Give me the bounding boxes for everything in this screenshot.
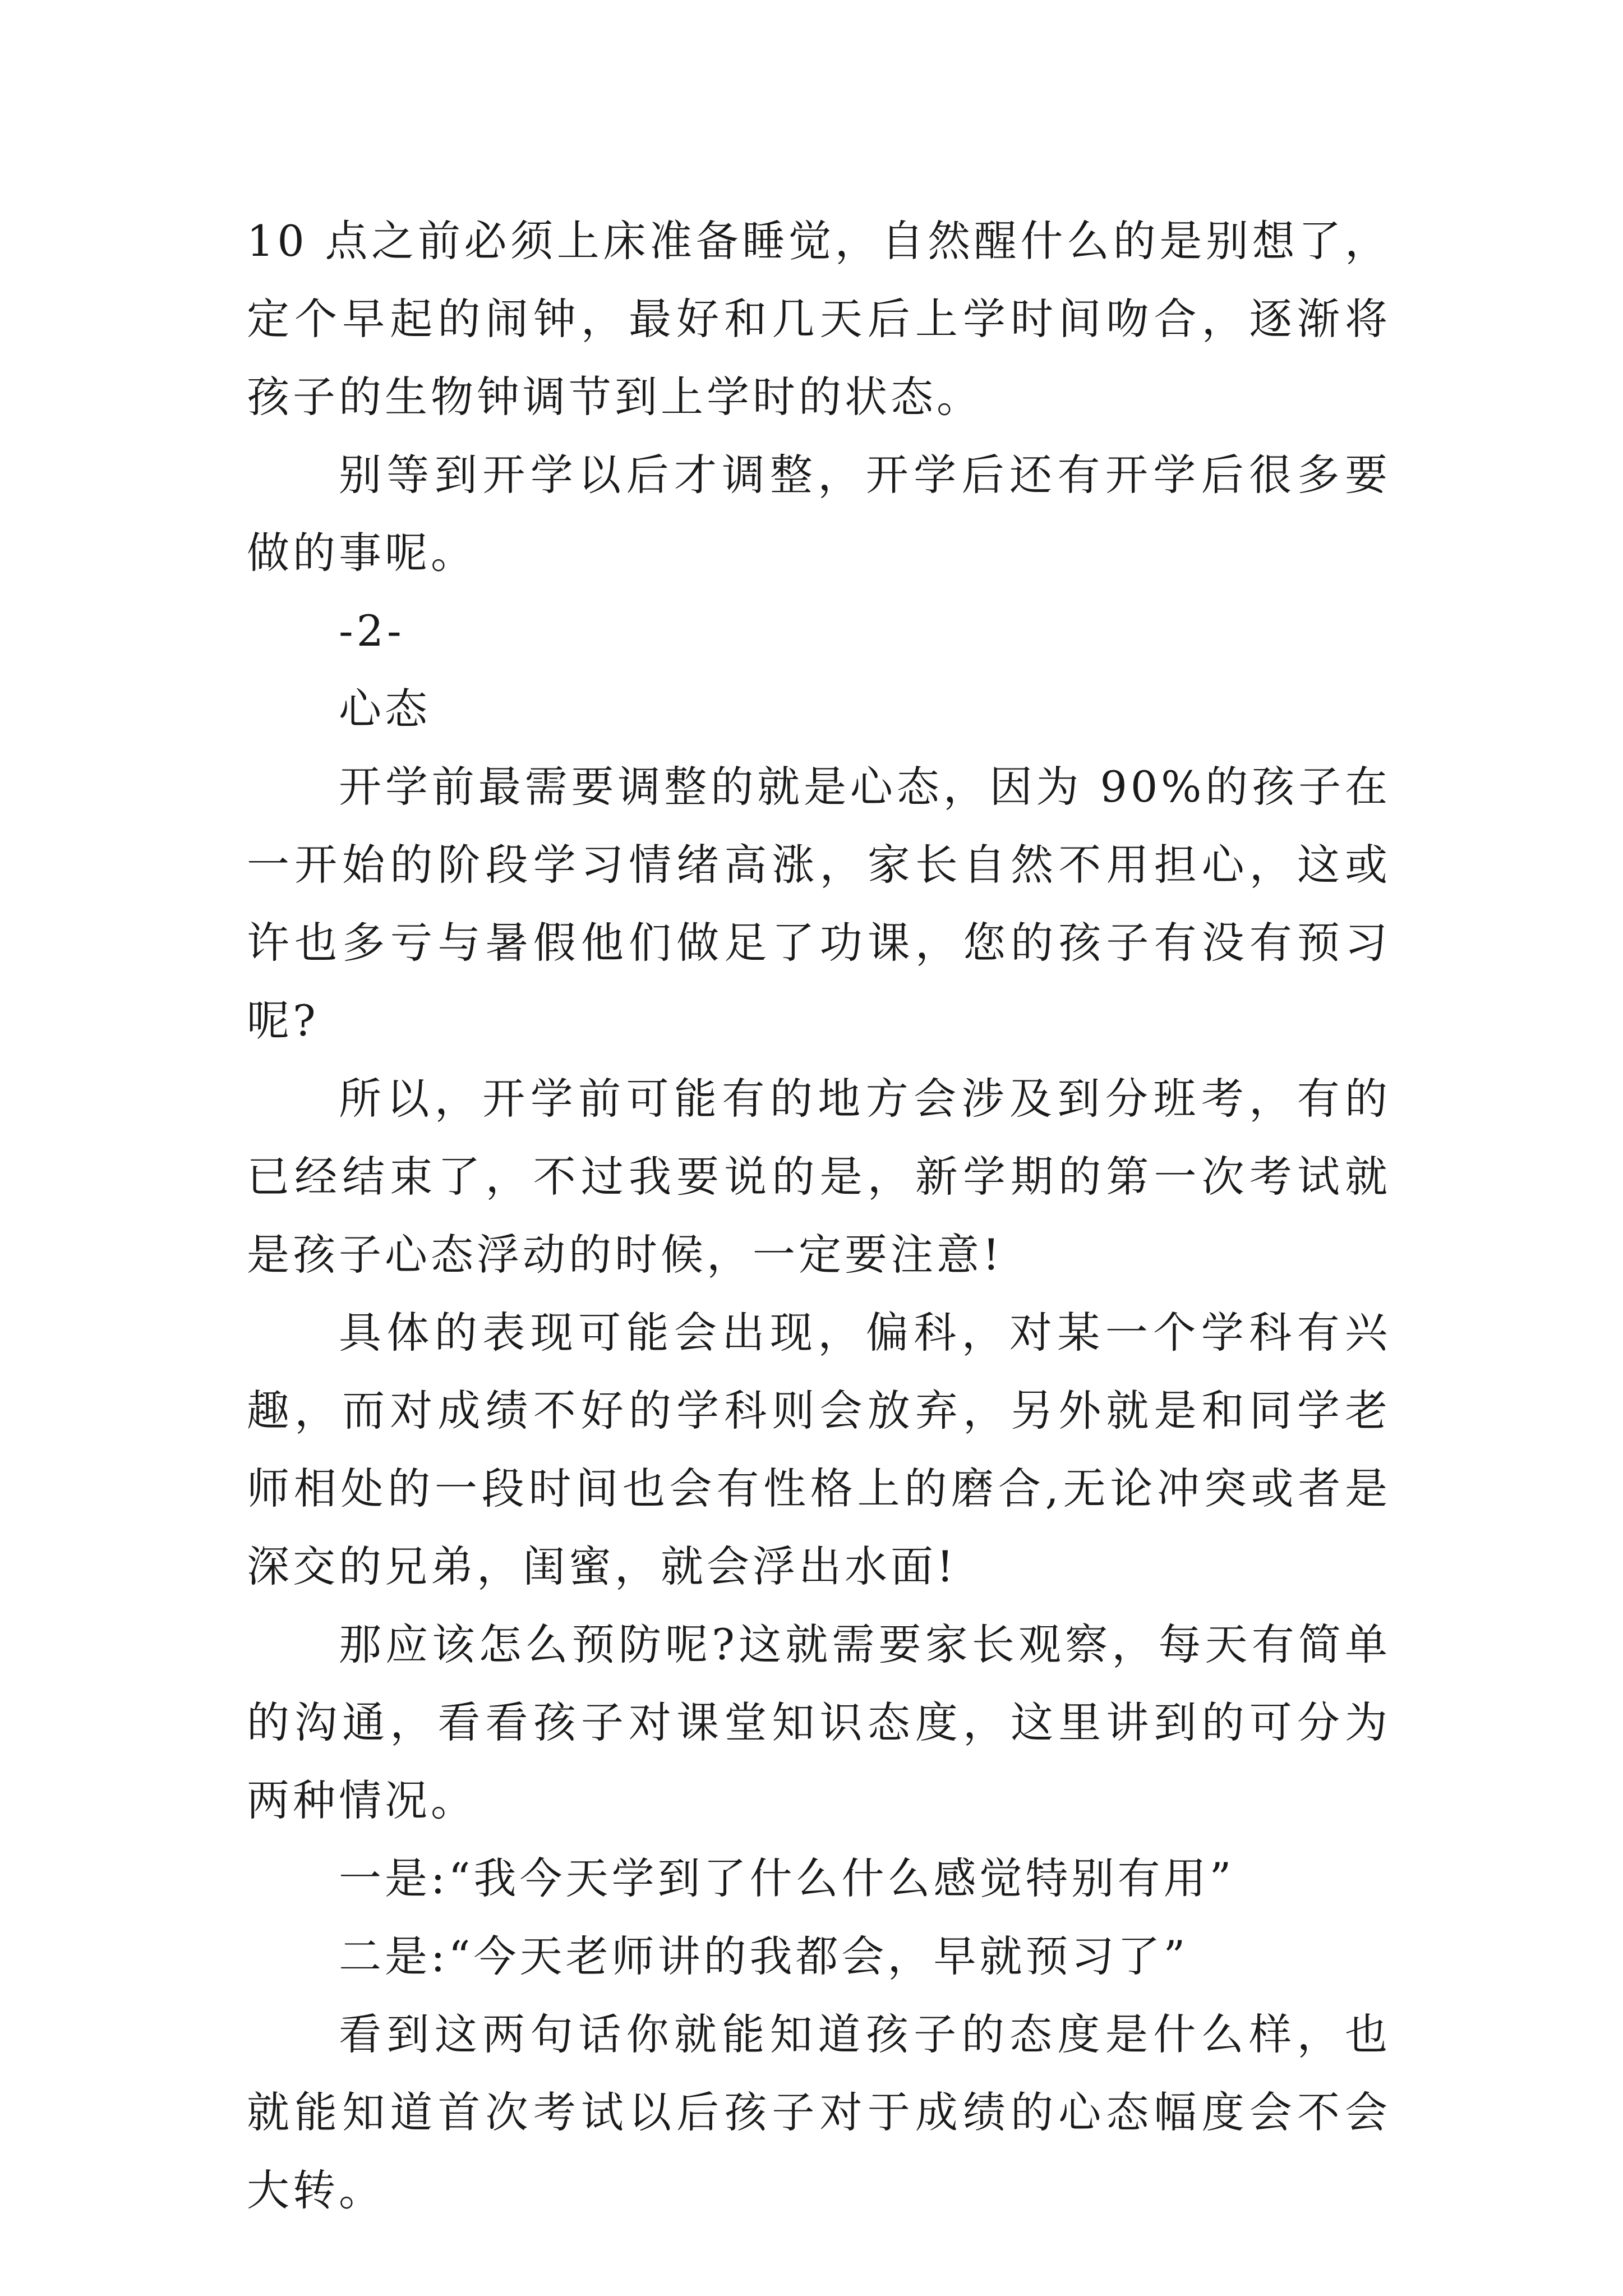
section-number: -2-	[339, 606, 405, 656]
paragraph-placement-exam: 所以，开学前可能有的地方会涉及到分班考，有的已经结束了，不过我要说的是，新学期的第一次考试就是孩子心态浮动的时候，一定要注意!	[247, 1074, 1391, 1280]
quote-one: 一是:“我今天学到了什么什么感觉特别有用”	[339, 1853, 1235, 1903]
section-heading: 心态	[339, 684, 431, 734]
paragraph-sleep-schedule: 10 点之前必须上床准备睡觉，自然醒什么的是别想了，定个早起的闹钟，最好和几天后上学时间吻合，逐渐将孩子的生物钟调节到上学时的状态。	[247, 216, 1391, 422]
paragraph-symptoms: 具体的表现可能会出现，偏科，对某一个学科有兴趣，而对成绩不好的学科则会放弃，另外就是和同学老师相处的一段时间也会有性格上的磨合,无论冲突或者是深交的兄弟，闺蜜，就会浮出水面!	[247, 1308, 1391, 1591]
paragraph-adjust-early: 别等到开学以后才调整，开学后还有开学后很多要做的事呢。	[247, 450, 1391, 578]
paragraph-prevention: 那应该怎么预防呢?这就需要家长观察，每天有简单的沟通，看看孩子对课堂知识态度，这里讲到的可分为两种情况。	[247, 1619, 1391, 1825]
paragraph-conclusion: 看到这两句话你就能知道孩子的态度是什么样，也就能知道首次考试以后孩子对于成绩的心态幅度会不会大转。	[247, 2009, 1391, 2215]
quote-two: 二是:“今天老师讲的我都会，早就预习了”	[339, 1931, 1189, 1981]
paragraph-mindset: 开学前最需要调整的就是心态，因为 90%的孩子在一开始的阶段学习情绪高涨，家长自然不用担心，这或许也多亏与暑假他们做足了功课，您的孩子有没有预习呢?	[247, 762, 1391, 1046]
document-body	[247, 202, 1391, 2229]
